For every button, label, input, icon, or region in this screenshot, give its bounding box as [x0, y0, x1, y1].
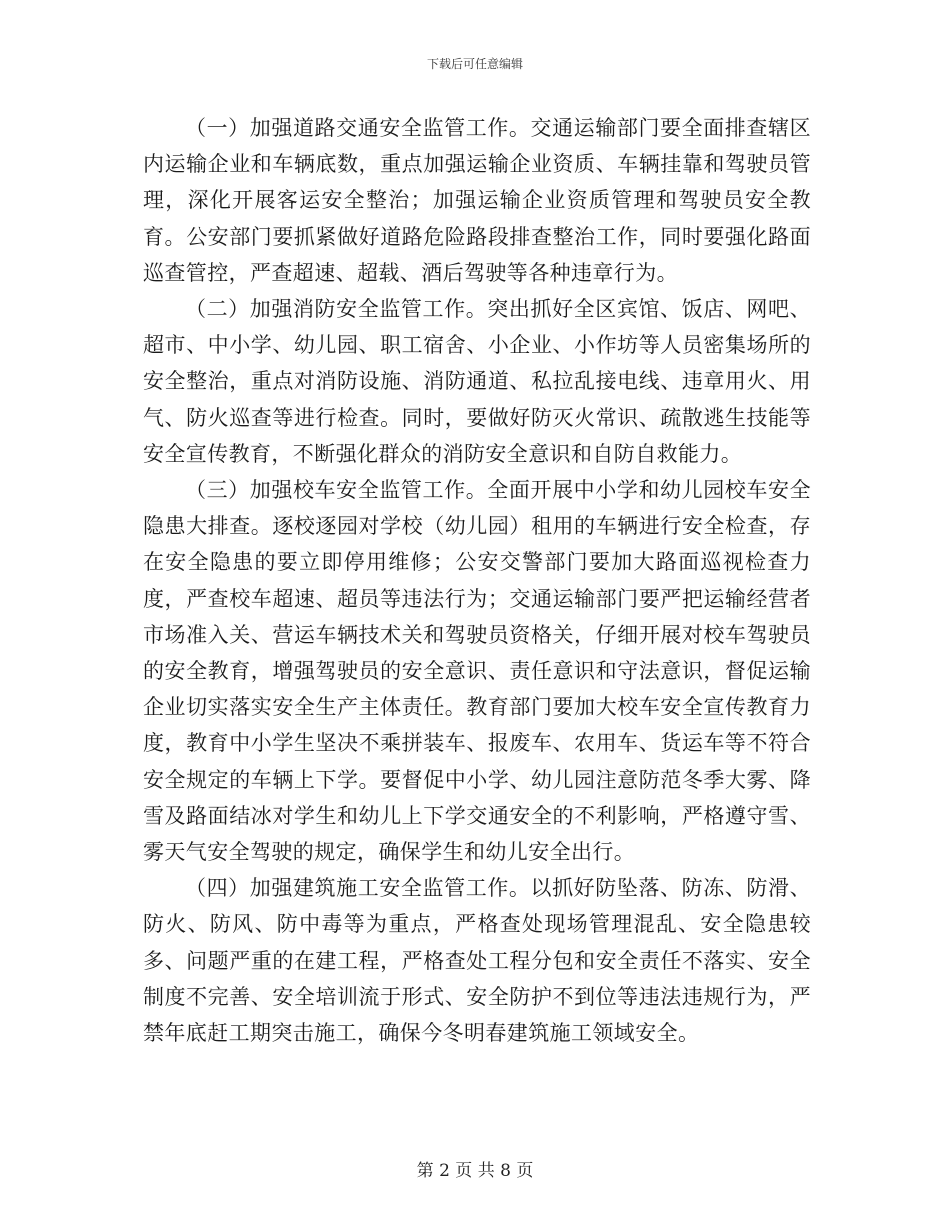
page-header: 下载后可任意编辑	[426, 57, 523, 71]
document-body	[143, 110, 811, 1051]
paragraph-school-bus-safety: （三）加强校车安全监管工作。全面开展中小学和幼儿园校车安全隐患大排查。逐校逐园对学校（幼儿园）租用的车辆进行安全检查，存在安全隐患的要立即停用维修；公安交警部门要加大路面巡视检查力度，严查校车超速、超员等违法行为；交通运输部门要严把运输经营者市场准入关、营运车辆技术关和驾驶员资格关，仔细开展对校车驾驶员的安全教育，增强驾驶员的安全意识、责任意识和守法意识，督促运输企业切实落实安全生产主体责任。教育部门要加大校车安全宣传教育力度，教育中小学生坚决不乘拼装车、报废车、农用车、货运车等不符合安全规定的车辆上下学。要督促中小学、幼儿园注意防范冬季大雾、降雪及路面结冰对学生和幼儿上下学交通安全的不利影响，严格遵守雪、雾天气安全驾驶的规定，确保学生和幼儿安全出行。	[143, 478, 811, 865]
page-number-footer: 第 2 页 共 8 页	[416, 1161, 534, 1181]
paragraph-construction-safety: （四）加强建筑施工安全监管工作。以抓好防坠落、防冻、防滑、防火、防风、防中毒等为重点，严格查处现场管理混乱、安全隐患较多、问题严重的在建工程，严格查处工程分包和安全责任不落实、安全制度不完善、安全培训流于形式、安全防护不到位等违法违规行为，严禁年底赶工期突击施工，确保今冬明春建筑施工领域安全。	[143, 876, 811, 1046]
paragraph-road-traffic-safety: （一）加强道路交通安全监管工作。交通运输部门要全面排查辖区内运输企业和车辆底数，重点加强运输企业资质、车辆挂靠和驾驶员管理，深化开展客运安全整治；加强运输企业资质管理和驾驶员安全教育。公安部门要抓紧做好道路危险路段排查整治工作，同时要强化路面巡查管控，严查超速、超载、酒后驾驶等各种违章行为。	[143, 116, 811, 285]
paragraph-fire-safety: （二）加强消防安全监管工作。突出抓好全区宾馆、饭店、网吧、超市、中小学、幼儿园、职工宿舍、小企业、小作坊等人员密集场所的安全整治，重点对消防设施、消防通道、私拉乱接电线、违章用火、用气、防火巡查等进行检查。同时，要做好防灭火常识、疏散逃生技能等安全宣传教育，不断强化群众的消防安全意识和自防自救能力。	[143, 297, 811, 466]
